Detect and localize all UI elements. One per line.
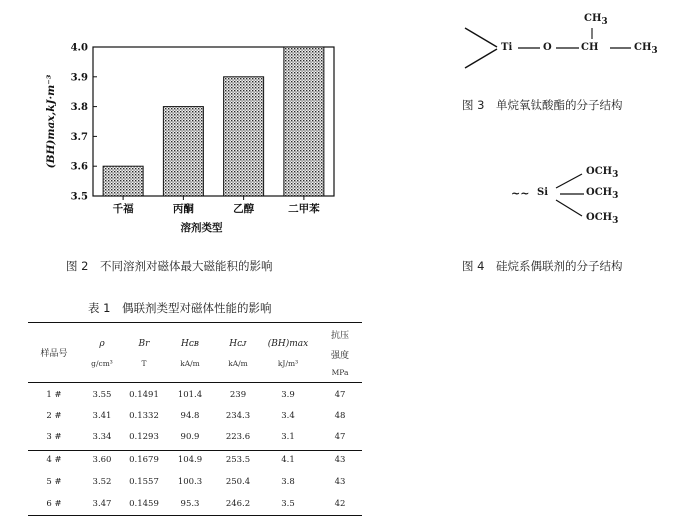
table-cell: 43 <box>334 455 346 465</box>
table-cell: 0.1557 <box>129 477 159 487</box>
table-cell: 3.4 <box>281 411 295 421</box>
table-cell: 250.4 <box>225 477 251 487</box>
sample-id-cell: 2 # <box>46 411 62 421</box>
table-cell: 4.1 <box>281 455 295 465</box>
och3-top: $OCH_3$ <box>586 166 619 180</box>
x-tick-label: 千福 <box>112 203 134 215</box>
table-cell: 48 <box>334 411 346 421</box>
bar <box>224 77 264 196</box>
header-density-unit: g/cm³ <box>91 359 113 368</box>
table-top-rule <box>28 322 362 323</box>
table-cell: 95.3 <box>180 499 200 509</box>
header-bhmax-unit: kJ/m³ <box>277 359 299 368</box>
table-cell: 3.60 <box>92 455 112 465</box>
x-tick-label: 丙酮 <box>172 203 194 215</box>
table-cell: 100.3 <box>177 477 203 487</box>
y-tick-label: 3.7 <box>70 131 88 143</box>
ch3-right-group: $CH_3$ <box>634 42 658 56</box>
table-cell: 3.41 <box>92 411 112 421</box>
bar <box>103 166 143 196</box>
och3-bottom: $OCH_3$ <box>586 212 619 226</box>
table-cell: 0.1293 <box>129 432 159 442</box>
sample-id-cell: 3 # <box>46 432 62 442</box>
y-tick-label: 3.5 <box>70 191 88 203</box>
table-cell: 3.9 <box>281 390 295 400</box>
bar-chart <box>0 0 340 250</box>
y-tick-label: 3.9 <box>70 72 88 84</box>
table-cell: 104.9 <box>177 455 203 465</box>
wave-bond: ~~ <box>511 187 530 200</box>
sample-id-cell: 6 # <box>46 499 62 509</box>
sample-id-cell: 1 # <box>46 390 62 400</box>
figure2-caption: 图 2 不同溶剂对磁体最大磁能积的影响 <box>66 259 273 273</box>
header-hcj: Hᴄᴊ <box>229 339 247 349</box>
och3-middle: $OCH_3$ <box>586 187 619 201</box>
bar <box>284 47 324 196</box>
x-tick-label: 二甲苯 <box>288 203 320 215</box>
table-cell: 3.55 <box>92 390 112 400</box>
header-sample-no: 样品号 <box>40 349 68 359</box>
x-tick-label: 乙醇 <box>233 203 255 215</box>
header-bhmax: (BH)max <box>267 339 309 349</box>
header-hcj-unit: kA/m <box>228 359 248 368</box>
ch3-top-group: $CH_3$ <box>584 13 608 27</box>
table-cell: 47 <box>334 432 346 442</box>
table-cell: 43 <box>334 477 346 487</box>
x-axis-label: 溶剂类型 <box>180 222 223 234</box>
table-cell: 253.5 <box>225 455 251 465</box>
table-cell: 3.5 <box>281 499 295 509</box>
header-hcb: Hᴄʙ <box>181 339 199 349</box>
header-strength-unit: MPa <box>331 368 349 377</box>
oxygen-atom: O <box>543 42 552 53</box>
figure4-caption: 图 4 硅烷系偶联剂的分子结构 <box>462 259 623 273</box>
figure3-caption: 图 3 单烷氧钛酸酯的分子结构 <box>462 98 623 112</box>
table-cell: 3.8 <box>281 477 295 487</box>
table-header-rule <box>28 382 362 383</box>
silicon-atom: Si <box>537 187 549 198</box>
table-cell: 234.3 <box>225 411 251 421</box>
table-cell: 94.8 <box>180 411 200 421</box>
table-cell: 3.47 <box>92 499 112 509</box>
y-tick-label: 4.0 <box>70 42 88 54</box>
table-cell: 239 <box>229 390 247 400</box>
table-cell: 0.1332 <box>129 411 159 421</box>
header-hcb-unit: kA/m <box>180 359 200 368</box>
y-tick-label: 3.6 <box>70 161 88 173</box>
table-cell: 246.2 <box>225 499 251 509</box>
table-bottom-rule <box>28 515 362 516</box>
sample-id-cell: 5 # <box>46 477 62 487</box>
table-cell: 3.34 <box>92 432 112 442</box>
titanium-atom: Ti <box>501 42 513 53</box>
sample-id-cell: 4 # <box>46 455 62 465</box>
table-cell: 223.6 <box>225 432 251 442</box>
header-density: ρ <box>99 339 105 349</box>
y-axis-label: (BH)max,kJ·m⁻³ <box>45 74 57 169</box>
table-cell: 101.4 <box>177 390 203 400</box>
table-cell: 47 <box>334 390 346 400</box>
table-cell: 0.1491 <box>129 390 159 400</box>
header-strength-line2: 强度 <box>330 351 349 361</box>
table-title: 表 1 偶联剂类型对磁体性能的影响 <box>88 301 272 315</box>
header-br-unit: T <box>141 359 147 368</box>
bar <box>163 107 203 196</box>
table-mid-rule <box>28 450 362 451</box>
table-cell: 0.1679 <box>129 455 159 465</box>
header-strength-line1: 抗压 <box>330 331 349 341</box>
ch-group: CH <box>581 42 599 53</box>
table-cell: 90.9 <box>180 432 200 442</box>
header-br: Br <box>138 339 150 349</box>
table-cell: 3.1 <box>281 432 295 442</box>
table-cell: 42 <box>334 499 346 509</box>
y-tick-label: 3.8 <box>70 102 88 114</box>
table-cell: 0.1459 <box>129 499 159 509</box>
table-cell: 3.52 <box>92 477 112 487</box>
